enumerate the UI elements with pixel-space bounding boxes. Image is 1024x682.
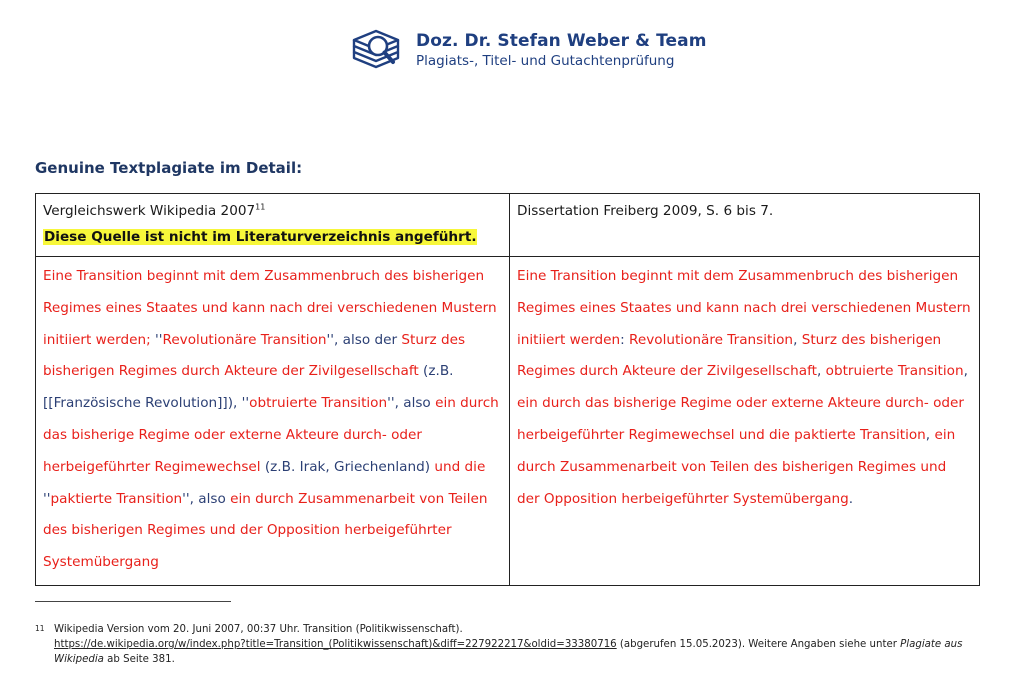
- table-header-row: [36, 194, 980, 257]
- footnote-link[interactable]: https://de.wikipedia.org/w/index.php?title=Transition_(Politikwissenschaft)&diff=227922217&oldid=33380716: [54, 639, 617, 650]
- highlighted-notice: Diese Quelle ist nicht im Literaturverzeichnis angeführt.: [44, 229, 477, 245]
- dissertation-title: Dissertation Freiberg 2009, S. 6 bis 7.: [517, 203, 774, 219]
- brand-subtitle: Plagiats-, Titel- und Gutachtenprüfung: [416, 53, 675, 69]
- comparison-table: [35, 193, 980, 586]
- letterhead: [348, 26, 707, 74]
- footnote-end: ab Seite 381.: [103, 654, 175, 665]
- footnote-ref: 11: [255, 202, 266, 212]
- brand-name: Doz. Dr. Stefan Weber & Team: [416, 31, 707, 51]
- footnote-body: [54, 622, 995, 667]
- book-magnifier-logo-icon: [348, 26, 404, 74]
- source-notice: [43, 224, 502, 250]
- footnote: [35, 622, 995, 667]
- footnote-text: Wikipedia Version vom 20. Juni 2007, 00:37 Uhr. Transition (Politikwissenschaft).: [54, 624, 463, 635]
- dissertation-header-cell: [510, 194, 980, 257]
- source-title: Vergleichswerk Wikipedia 2007$^{11}$: [43, 202, 266, 219]
- brand-text: [416, 30, 707, 70]
- footnote-access-text: (abgerufen 15.05.2023). Weitere Angaben siehe unter: [616, 639, 901, 650]
- footnote-divider: [35, 601, 231, 602]
- table-body-row: [36, 257, 980, 586]
- source-header-cell: [36, 194, 510, 257]
- footnote-number: 11: [35, 624, 45, 633]
- section-title: Genuine Textplagiate im Detail:: [35, 159, 303, 177]
- source-text-cell: Eine Transition beginnt mit dem Zusammenbruch des bisherigen Regimes eines Staates und kann nach drei verschiedenen Mustern initiiert werden; ''Revolutionäre Transition'', also der Sturz des bisherigen Regimes durch Akteure der Zivilgesellschaft (z.B. [[Französische Revolution]]), ''obtruierte Transition'', also ein durch das bisherige Regime oder externe Akteure durch- oder herbeigeführter Regimewechsel (z.B. Irak, Griechenland) und die ''paktierte Transition'', also ein durch Zusammenarbeit von Teilen des bisherigen Regimes und der Opposition herbeigeführter Systemübergang: [36, 257, 510, 586]
- footnote-italic-ref: Plagiate aus Wikipedia: [54, 639, 963, 665]
- dissertation-text-cell: Eine Transition beginnt mit dem Zusammenbruch des bisherigen Regimes eines Staates und kann nach drei verschiedenen Mustern initiiert werden: Revolutionäre Transition, Sturz des bisherigen Regimes durch Akteure der Zivilgesellschaft, obtruierte Transition, ein durch das bisherige Regime oder externe Akteure durch- oder herbeigeführter Regimewechsel und die paktierte Transition, ein durch Zusammenarbeit von Teilen des bisherigen Regimes und der Opposition herbeigeführter Systemübergang.: [510, 257, 980, 586]
